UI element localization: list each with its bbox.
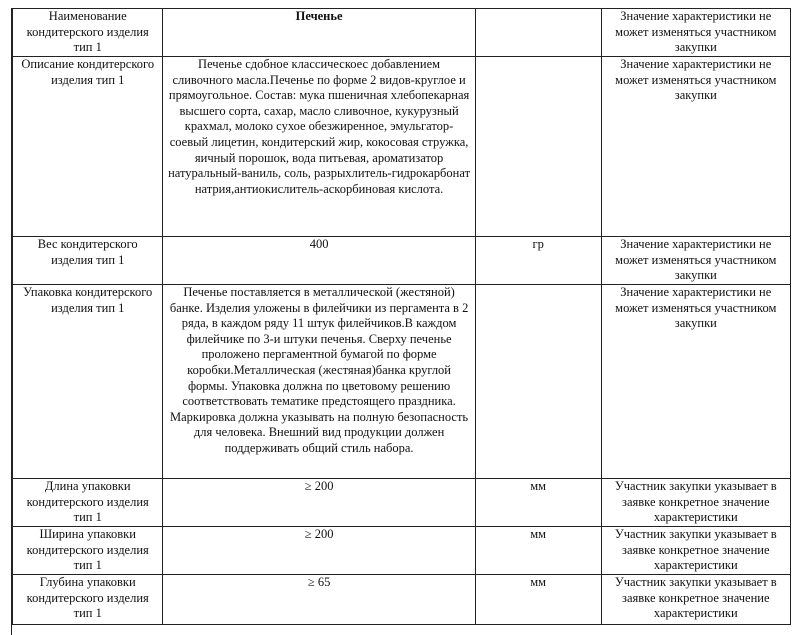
- characteristic-name-cell: Ширина упаковки кондитерского изделия тип 1: [13, 527, 163, 575]
- characteristic-value-cell: Печенье: [163, 9, 475, 57]
- unit-cell: гр: [475, 237, 601, 285]
- instruction-cell: Значение характеристики не может изменяться участником закупки: [601, 237, 790, 285]
- table-row: [13, 527, 791, 575]
- instruction-cell: Значение характеристики не может изменяться участником закупки: [601, 57, 790, 237]
- unit-cell: мм: [475, 527, 601, 575]
- unit-cell: [475, 57, 601, 237]
- characteristic-name-cell: Глубина упаковки кондитерского изделия тип 1: [13, 575, 163, 625]
- unit-cell: мм: [475, 575, 601, 625]
- characteristic-name-cell: Описание кондитерского изделия тип 1: [13, 57, 163, 237]
- characteristic-value-cell: ≥ 65: [163, 575, 475, 625]
- left-border-column: [0, 8, 12, 635]
- characteristic-name-cell: Наименование кондитерского изделия тип 1: [13, 9, 163, 57]
- instruction-cell: Значение характеристики не может изменяться участником закупки: [601, 9, 790, 57]
- characteristic-value-cell: ≥ 200: [163, 527, 475, 575]
- characteristic-value-cell: Печенье поставляется в металлической (жестяной) банке. Изделия уложены в филейчики из пергамента в 2 ряда, в каждом ряду 11 штук филейчиков.В каждом филейчике по 3-и штуки печенья. Сверху печенье проложено пергаментной бумагой по форме коробки.Металлическая (жестяная)банка круглой формы. Упаковка должна по цветовому решению соответствовать тематике предстоящего праздника. Маркировка должна указывать на полную безопасность для человека. Внешний вид продукции должен поддерживать общий стиль набора.: [163, 285, 475, 479]
- instruction-cell: Участник закупки указывает в заявке конкретное значение характеристики: [601, 575, 790, 625]
- table-row: [13, 57, 791, 237]
- characteristic-name-cell: Вес кондитерского изделия тип 1: [13, 237, 163, 285]
- unit-cell: [475, 285, 601, 479]
- table-row: [13, 285, 791, 479]
- instruction-cell: Участник закупки указывает в заявке конкретное значение характеристики: [601, 527, 790, 575]
- table-row: [13, 479, 791, 527]
- unit-cell: [475, 9, 601, 57]
- unit-cell: мм: [475, 479, 601, 527]
- instruction-cell: Участник закупки указывает в заявке конкретное значение характеристики: [601, 479, 790, 527]
- specification-table: [12, 8, 791, 625]
- characteristic-value-cell: Печенье сдобное классическоес добавлением сливочного масла.Печенье по форме 2 видов-круглое и прямоугольное. Состав: мука пшеничная хлебопекарная высшего сорта, сахар, масло сливочное, кукурузный крахмал, молоко сухое обезжиренное, эмульгатор-соевый лицетин, кондитерский жир, кокосовая стружка, яичный порошок, вода питьевая, ароматизатор натуральный-ваниль, соль, разрыхлитель-гидрокарбонат натрия,антиокислитель-аскорбиновая кислота.: [163, 57, 475, 237]
- instruction-cell: Значение характеристики не может изменяться участником закупки: [601, 285, 790, 479]
- table-row: [13, 237, 791, 285]
- characteristic-name-cell: Упаковка кондитерского изделия тип 1: [13, 285, 163, 479]
- characteristic-value-cell: 400: [163, 237, 475, 285]
- table-row: [13, 575, 791, 625]
- table-row: [13, 9, 791, 57]
- characteristic-value-cell: ≥ 200: [163, 479, 475, 527]
- characteristic-name-cell: Длина упаковки кондитерского изделия тип 1: [13, 479, 163, 527]
